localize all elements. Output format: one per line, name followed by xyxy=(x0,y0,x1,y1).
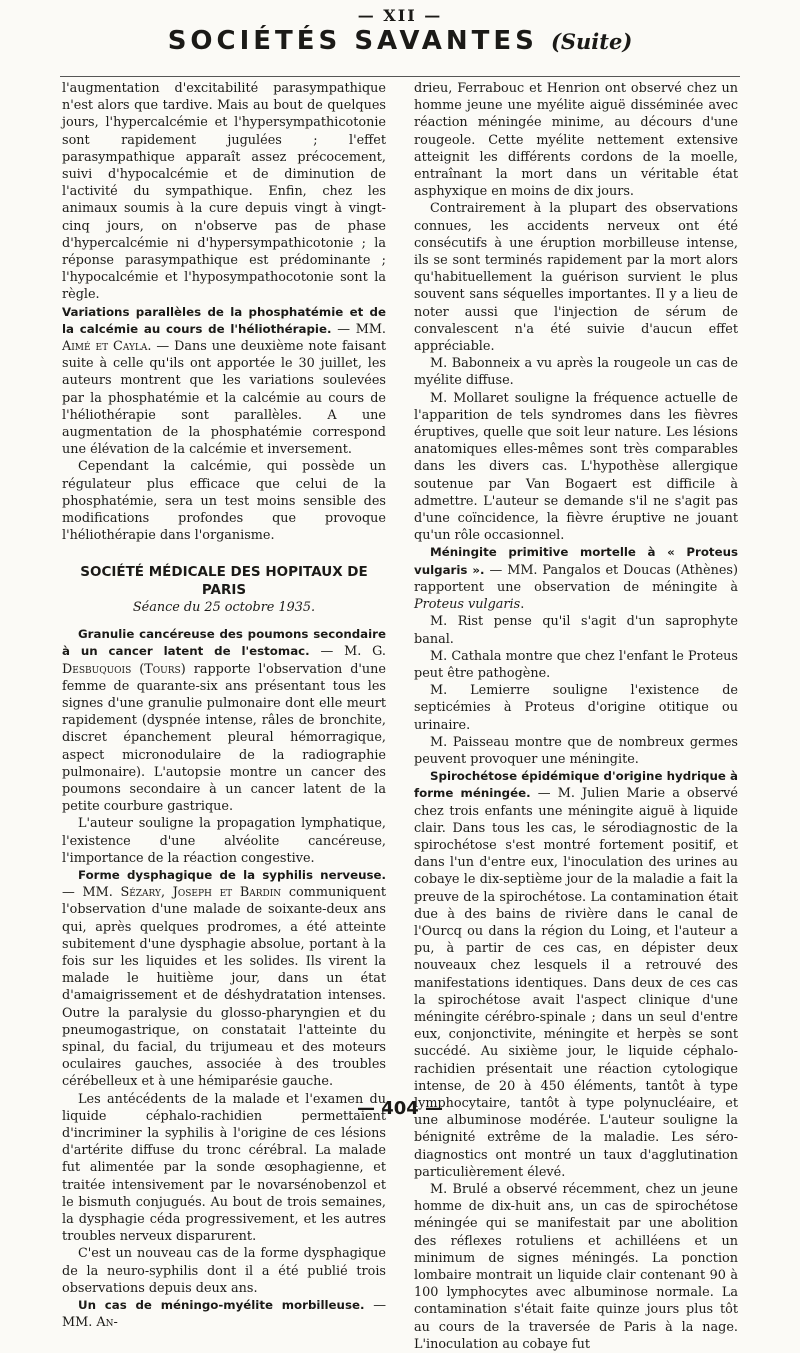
paragraph: M. Brulé a observé récemment, chez un jeune homme de dix-huit ans, un cas de spirochétose méningée qui se manifestait par une abolition des réflexes rotuliens et achilléens et un minimum de signes méningés. La ponction lombaire montrait un liquide clair contenant 90 à 100 lymphocytes avec albuminose normale. La contamination s'était faite quinze jours plus tôt au cours de la traversée de Paris à la nage. L'inoculation au cobaye fut xyxy=(414,1182,738,1352)
header-suite: (Suite) xyxy=(550,29,633,54)
page-header xyxy=(0,26,800,56)
paragraph: Méningite primitive mortelle à « Proteus vulgaris ». — MM. Pangalos et Doucas (Athènes) rapportent une observation de méningite à Proteus vulgaris. xyxy=(414,545,738,613)
article-title: Méningite primitive mortelle à « Proteus vulgaris ». xyxy=(414,545,738,577)
article-title: Variations parallèles de la phosphatémie et de la calcémie au cours de l'héliothérapie. xyxy=(62,304,386,336)
paragraph: M. Lemierre souligne l'existence de septicémies à Proteus d'origine otitique ou urinaire. xyxy=(414,683,738,733)
article-text: Dans une deuxième note faisant suite à celle qu'ils ont apportée le 30 juillet, les auteurs montrent que les variations soulevées par la phosphatémie et la calcémie au cours de l'héliothérapie sont parallèles. A une augmentation de la phosphatémie correspond une élévation de la calcémie et inversement. xyxy=(62,339,386,458)
paragraph: M. Cathala montre que chez l'enfant le Proteus peut être pathogène. xyxy=(414,648,738,681)
species-name: Proteus vulgaris xyxy=(414,597,521,613)
paragraph xyxy=(62,626,386,815)
article-text: — MM. Pangalos et Doucas (Athènes) rapportent une observation de méningite à xyxy=(414,562,738,595)
paragraph: l'augmentation d'excitabilité parasympathique n'est alors que tardive. Mais au bout de quelques jours, l'hypercalcémie et l'hypersympathicotonie sont rapidement jugulées ; l'effet parasympathique apparaît assez précocement, suivi d'hypocalcémie et de diminution de l'activité du sympathique. Enfin, chez les animaux soumis à la cure depuis vingt à vingt-cinq jours, on n'observe pas de phase d'hypercalcémie ni d'hypersympathicotonie ; la réponse parasympathique est prédominante ; l'hypocalcémie et l'hyposympathocotonie sont la règle. xyxy=(62,81,386,303)
paragraph: Cependant la calcémie, qui possède un régulateur plus efficace que celui de la phosphatémie, sera un test moins sensible des modifications profondes que provoque l'héliothérapie dans l'organisme. xyxy=(62,459,386,544)
paragraph: Contrairement à la plupart des observations connues, les accidents nerveux ont été consécutifs à une éruption morbilleuse intense, ils se sont terminés rapidement par la mort alors qu'habituellement la guérison survient le plus souvent sans séquelles importantes. Il y a lieu de noter aussi que l'injection de sérum de convalescent n'a été suivie d'aucun effet appréciable. xyxy=(414,201,738,355)
paragraph: L'auteur souligne la propagation lymphatique, l'existence d'une alvéolite cancéreuse, l'importance de la réaction congestive. xyxy=(62,816,386,866)
article-authors: — MM. Aimé et Cayla. — xyxy=(62,321,387,355)
left-column xyxy=(62,80,386,1331)
article-title: Spirochétose épidémique d'origine hydrique à forme méningée. xyxy=(414,769,738,801)
article-authors: — MM. An- xyxy=(62,1298,386,1331)
article-text: rapporte l'observation d'une femme de quarante-six ans présentant tous les signes d'une granulie pulmonaire dont elle meurt rapidement (dyspnée intense, râles de bronchite, discret épanchement pleural hémorragique, aspect micronodulaire de la radiographie pulmonaire). L'autopsie montre un cancer des poumons secondaire à un cancer latent de la petite courbure gastrique. xyxy=(62,661,386,815)
roman-page-number: — XII — xyxy=(357,6,443,25)
paragraph: M. Rist pense qu'il s'agit d'un saprophyte banal. xyxy=(414,614,738,647)
paragraph: M. Babonneix a vu après la rougeole un cas de myélite diffuse. xyxy=(414,356,738,389)
section-title: SOCIÉTÉ MÉDICALE DES HOPITAUX DE PARIS xyxy=(80,564,368,598)
article-text: — M. Julien Marie a observé chez trois enfants une méningite aiguë à liquide clair. Dans tous les cas, le sérodiagnostic de la spirochétose s'est montré fortement positif, et dans l'un d'entre eux, l'inoculation des urines au cobaye le dix-septième jour de la maladie a fait la preuve de la spirochétose. La contamination était due à des bains de rivière dans le canal de l'Ourcq ou dans la région du Loing, et l'auteur a pu, à partir de ces cas, en dépister deux nouveaux chez lesquels il a retrouvé des manifestations identiques. Dans deux de ces cas la spirochétose avait l'aspect clinique d'une méningite cérébro-spinale ; dans un seul d'entre eux, conjonctivite, méningite et herpès se sont succédé. Au sixième jour, le liquide céphalo-rachidien présentait une réaction cytologique intense, de 20 à 450 éléments, tantôt à type lymphocytaire, tantôt à type polynucléaire, et une albuminose modérée. L'auteur souligne la bénignité extrême de la maladie. Les séro-diagnostics ont montré un taux d'agglutination particulièrement élevé. xyxy=(414,786,738,1180)
page-number: — 404 — xyxy=(356,1098,444,1119)
article-title: Granulie cancéreuse des poumons secondaire à un cancer latent de l'estomac. xyxy=(62,627,386,659)
paragraph: Les antécédents de la malade et l'examen du liquide céphalo-rachidien permettaient d'incriminer la syphilis à l'origine de ces lésions d'artérite diffuse du tronc cérébral. La malade fut alimentée par la sonde œsophagienne, et traitée intensivement par le novarsénobenzol et le bismuth conjugués. Au bout de trois semaines, la dysphagie céda progressivement, et les autres troubles nerveux disparurent. xyxy=(62,1091,386,1245)
session-date: Séance du 25 octobre 1935. xyxy=(132,599,316,615)
paragraph xyxy=(62,304,386,459)
paragraph: M. Paisseau montre que de nombreux germes peuvent provoquer une méningite. xyxy=(414,734,738,767)
header-rule xyxy=(60,76,740,77)
paragraph xyxy=(62,1297,386,1331)
article-title: Forme dysphagique de la syphilis nerveuse. xyxy=(78,867,386,882)
paragraph: M. Mollaret souligne la fréquence actuelle de l'apparition de tels syndromes dans les fièvres éruptives, quelle que soit leur nature. Les lésions anatomiques elles-mêmes sont très comparables dans les divers cas. L'hypothèse allergique soutenue par Van Bogaert est difficile à admettre. L'auteur se demande s'il ne s'agit pas d'une coïncidence, la fièvre éruptive ne jouant qu'un rôle occasionnel. xyxy=(414,390,738,544)
article-authors: — M. G. Desbuquois (Tours) xyxy=(62,644,386,677)
article-text: communiquent l'observation d'une malade de soixante-deux ans qui, après quelques prodromes, a été atteinte subitement d'une dysphagie absolue, portant à la fois sur les liquides et les solides. Ils virent la malade le huitième jour, dans un état d'amaigrissement et de déshydratation intenses. Outre la paralysie du glosso-pharyngien et du pneumogastrique, on constatait l'atteinte du spinal, du facial, du trijumeau et des moteurs oculaires gauches, associée à des troubles cérébelleux et à une hémiparésie gauche. xyxy=(62,885,386,1090)
header-title: SOCIÉTÉS SAVANTES xyxy=(167,26,538,56)
article-title: Un cas de méningo-myélite morbilleuse. xyxy=(78,1298,365,1313)
paragraph xyxy=(414,768,738,1181)
paragraph: C'est un nouveau cas de la forme dysphagique de la neuro-syphilis dont il a été publié trois observations depuis deux ans. xyxy=(62,1246,386,1296)
right-column xyxy=(414,80,738,1353)
paragraph xyxy=(62,867,386,1091)
article-authors: — MM. Sézary, Joseph et Bardin xyxy=(62,885,282,901)
paragraph: drieu, Ferrabouc et Henrion ont observé chez un homme jeune une myélite aiguë disséminée avec réaction méningée minime, au décours d'une rougeole. Cette myélite nettement extensive atteignit les différents cordons de la moelle, entraînant la mort dans un véritable état asphyxique en moins de dix jours. xyxy=(414,81,738,200)
